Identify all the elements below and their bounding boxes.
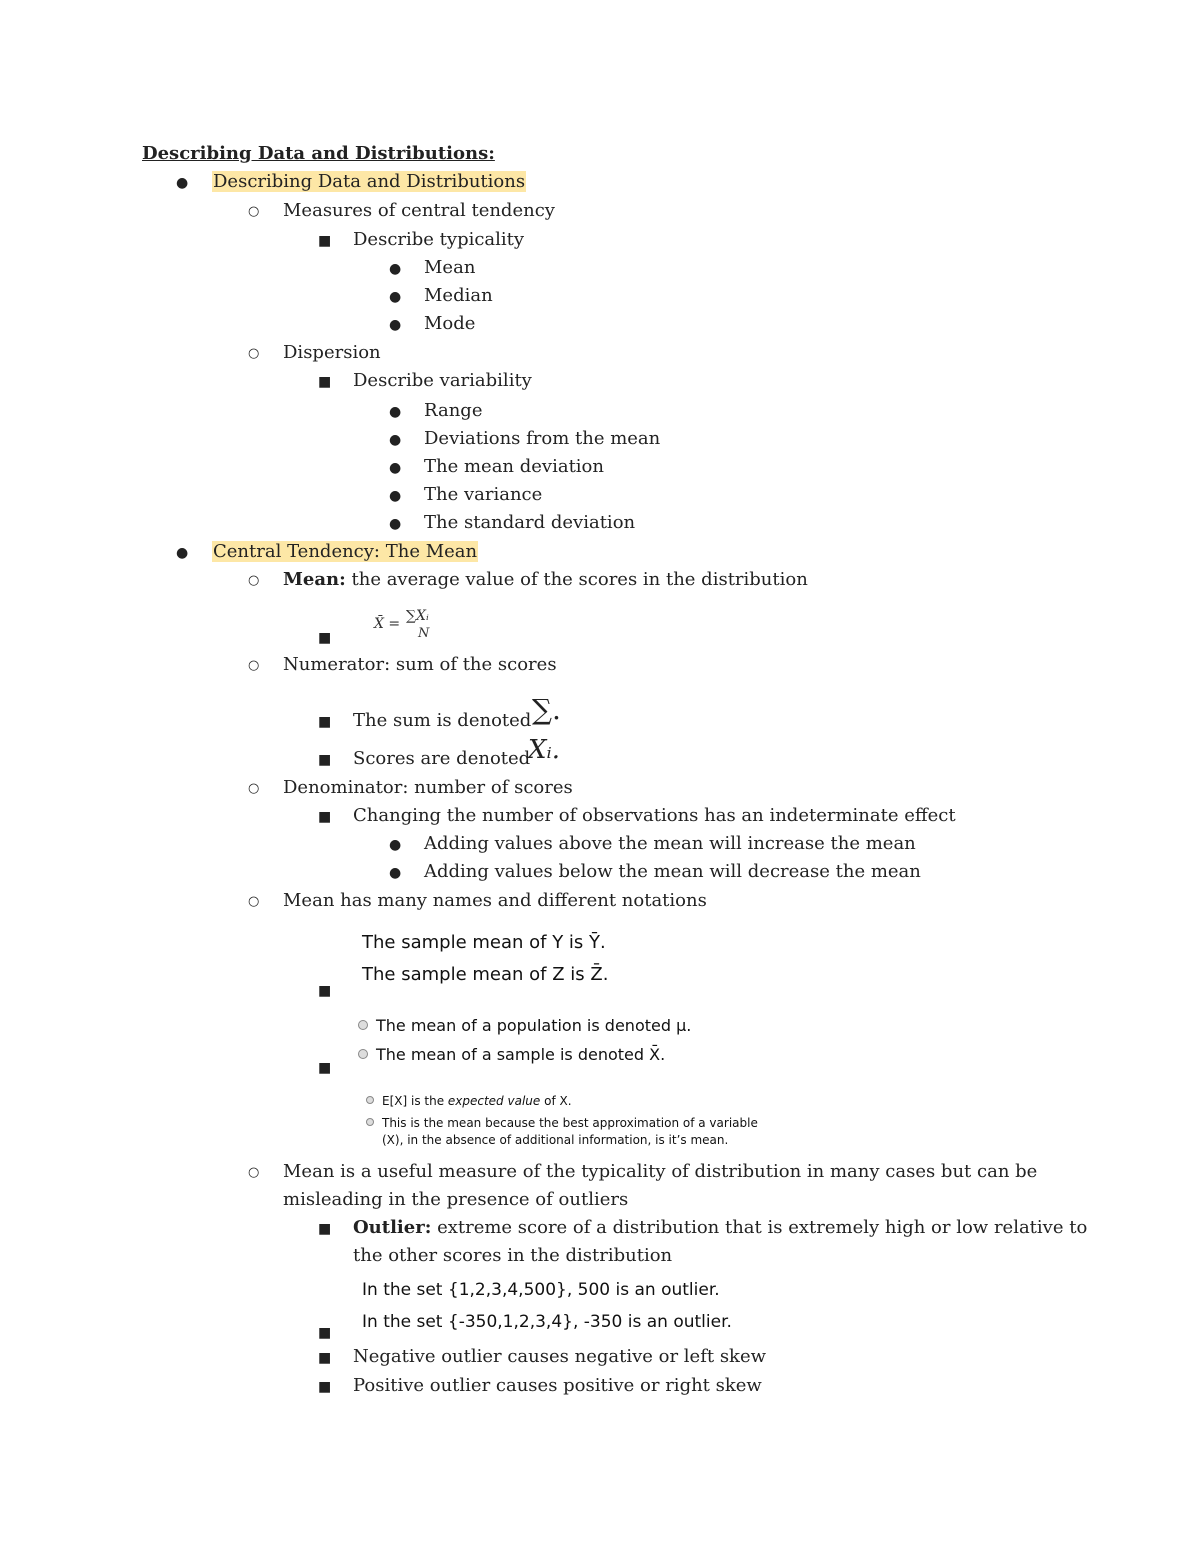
list-item: The standard deviation	[424, 512, 636, 533]
outlier-sets-image	[358, 1276, 738, 1338]
bullet-disc: ●	[389, 865, 402, 881]
bullet-circle: ○	[248, 573, 260, 588]
list-item: Adding values above the mean will increase the mean	[424, 833, 916, 854]
highlighted-text: Describing Data and Distributions	[213, 171, 526, 192]
list-item: Deviations from the mean	[424, 428, 661, 449]
bullet-disc: ●	[389, 317, 402, 333]
approximation-row	[366, 1116, 758, 1130]
population-sample-image	[356, 1012, 716, 1072]
expected-value-image	[364, 1090, 758, 1150]
definition-text: the average value of the scores in the distribution	[345, 569, 808, 590]
bullet-circle: ○	[248, 204, 260, 219]
population-mean-row	[358, 1016, 691, 1035]
list-item: Mean	[424, 257, 476, 278]
sum-symbol: ∑.	[532, 693, 561, 726]
approximation-text-2: (X), in the absence of additional information, is it’s mean.	[382, 1133, 729, 1147]
bullet-circle: ○	[248, 781, 260, 796]
list-item: Changing the number of observations has an indeterminate effect	[353, 805, 956, 826]
bullet-disc: ●	[176, 175, 189, 191]
sample-mean-y: The sample mean of Y is Ȳ.	[362, 932, 606, 953]
formula-lhs: X̄ =	[374, 616, 401, 632]
outlier-set-1: In the set {1,2,3,4,500}, 500 is an outlier.	[362, 1280, 720, 1300]
list-item: The variance	[424, 484, 543, 505]
formula-denominator: N	[418, 626, 430, 641]
document-title: Describing Data and Distributions:	[142, 143, 495, 164]
list-item: Adding values below the mean will decrease the mean	[424, 861, 921, 882]
bullet-square: ■	[318, 630, 332, 646]
sample-mean-text: The mean of a sample is denoted X̄.	[376, 1045, 666, 1064]
list-item-continued: misleading in the presence of outliers	[283, 1189, 629, 1210]
bullet-circle: ○	[248, 658, 260, 673]
list-item: Mean has many names and different notations	[283, 890, 707, 911]
bullet-square: ■	[318, 809, 332, 825]
sample-mean-image	[360, 928, 660, 994]
expected-value-row	[366, 1094, 572, 1108]
bullet-square: ■	[318, 714, 332, 730]
bullet-disc: ●	[389, 432, 402, 448]
list-item: Mode	[424, 313, 476, 334]
bullet-square: ■	[318, 374, 332, 390]
list-item: The mean deviation	[424, 456, 604, 477]
bullet-disc: ●	[389, 289, 402, 305]
list-item	[353, 1216, 1087, 1240]
list-item: Measures of central tendency	[283, 200, 555, 221]
bullet-circle: ○	[248, 346, 260, 361]
definition-text: extreme score of a distribution that is extremely high or low relative to	[431, 1217, 1088, 1238]
bullet-square: ■	[318, 1379, 332, 1395]
bullet-circle: ○	[248, 1165, 260, 1180]
list-item: Numerator: sum of the scores	[283, 654, 557, 675]
approximation-text-1: This is the mean because the best approximation of a variable	[382, 1116, 758, 1130]
expected-text-a: E[X] is the	[382, 1094, 448, 1108]
section-heading	[212, 540, 478, 564]
sample-mean-row	[358, 1045, 665, 1064]
list-item: Dispersion	[283, 342, 381, 363]
bullet-disc: ●	[389, 261, 402, 277]
list-item: Scores are denoted	[353, 748, 531, 769]
list-item: Median	[424, 285, 493, 306]
bullet-square: ■	[318, 1350, 332, 1366]
bullet-disc: ●	[389, 460, 402, 476]
scores-symbol: Xᵢ.	[528, 735, 561, 765]
list-item	[283, 568, 808, 592]
outlier-set-2: In the set {-350,1,2,3,4}, -350 is an outlier.	[362, 1312, 732, 1332]
list-item: Range	[424, 400, 483, 421]
bullet-square: ■	[318, 1221, 332, 1237]
bullet-disc: ●	[389, 404, 402, 420]
bullet-disc: ●	[389, 516, 402, 532]
sample-mean-z: The sample mean of Z is Z̄.	[362, 964, 609, 985]
bullet-dot	[358, 1020, 368, 1030]
bullet-circle: ○	[248, 894, 260, 909]
term-outlier: Outlier:	[353, 1217, 432, 1238]
bullet-square: ■	[318, 233, 332, 249]
bullet-square: ■	[318, 752, 332, 768]
list-item: Mean is a useful measure of the typicality of distribution in many cases but can be	[283, 1161, 1038, 1182]
bullet-dot	[366, 1118, 374, 1126]
bullet-dot	[366, 1096, 374, 1104]
term-mean: Mean:	[283, 569, 346, 590]
mean-formula-image	[356, 604, 466, 644]
list-item: Describe typicality	[353, 229, 525, 250]
bullet-square: ■	[318, 983, 332, 999]
list-item: Positive outlier causes positive or right skew	[353, 1375, 762, 1396]
formula-numerator: ∑Xᵢ	[406, 608, 429, 624]
bullet-disc: ●	[389, 488, 402, 504]
bullet-disc: ●	[176, 545, 189, 561]
list-item: Describe variability	[353, 370, 532, 391]
bullet-dot	[358, 1049, 368, 1059]
list-item: The sum is denoted	[353, 710, 532, 731]
bullet-disc: ●	[389, 837, 402, 853]
population-mean-text: The mean of a population is denoted μ.	[376, 1016, 692, 1035]
highlighted-text: Central Tendency: The Mean	[213, 541, 478, 562]
expected-text-c: of X.	[540, 1094, 572, 1108]
list-item: Denominator: number of scores	[283, 777, 573, 798]
expected-text-b: expected value	[447, 1094, 541, 1108]
bullet-square: ■	[318, 1060, 332, 1076]
section-heading	[212, 170, 526, 194]
list-item: Negative outlier causes negative or left skew	[353, 1346, 767, 1367]
list-item-continued: the other scores in the distribution	[353, 1245, 673, 1266]
bullet-square: ■	[318, 1325, 332, 1341]
